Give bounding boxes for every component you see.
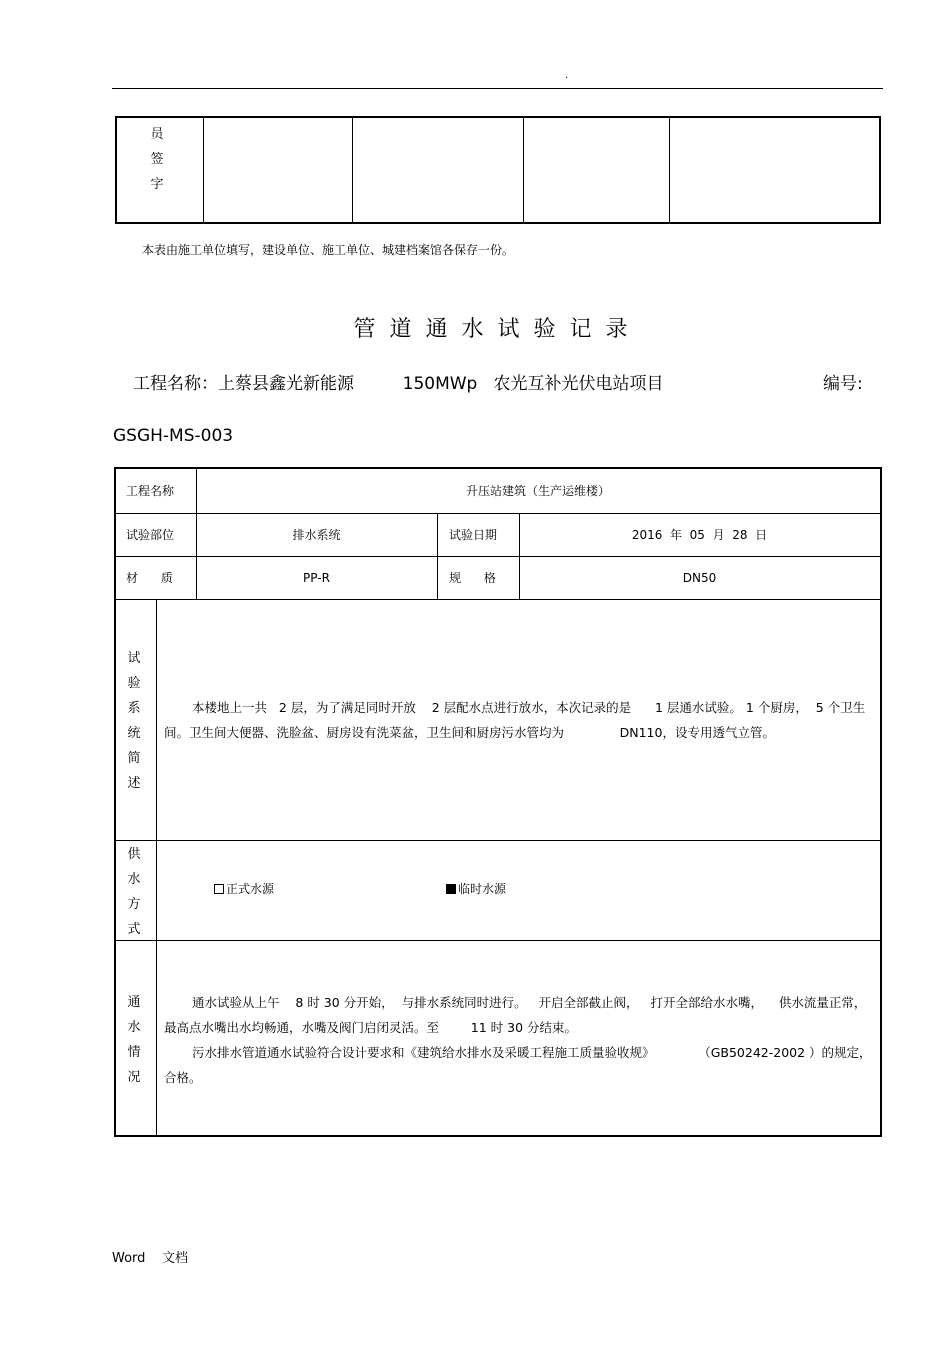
- test-date-value: 2016 年 05 月 28 日: [631, 527, 768, 542]
- sig-divider: [203, 118, 204, 222]
- project-name-label: 工程名称: [126, 484, 175, 498]
- page-title: 管道通水试验记录: [353, 317, 642, 342]
- checked-box-icon: [446, 884, 456, 894]
- supply-option-temporary-label: 临时水源: [458, 882, 507, 896]
- label-char: 统: [127, 726, 141, 741]
- test-part-label: 试验部位: [126, 527, 175, 542]
- label-char: 通: [127, 995, 141, 1010]
- project-name-value: 升压站建筑（生产运维楼）: [465, 484, 610, 498]
- sig-char: 员: [150, 127, 164, 142]
- project-name: 工程名称：上蔡县鑫光新能源 150MWp 农光互补光伏电站项目: [133, 374, 664, 394]
- label-char: 简: [127, 751, 141, 766]
- sig-char: 字: [150, 177, 164, 192]
- test-part-value: 排水系统: [292, 527, 341, 542]
- supply-mode-label: [125, 842, 143, 942]
- spec-label: 规 格: [449, 570, 496, 585]
- document-code: GSGH-MS-003: [113, 426, 234, 446]
- material-label: 材 质: [126, 570, 173, 585]
- test-record-table: [114, 467, 882, 1137]
- label-char: 述: [127, 776, 141, 791]
- test-date-label: 试验日期: [449, 527, 498, 542]
- label-char: 验: [127, 676, 141, 691]
- footer-label: Word 文档: [112, 1251, 188, 1266]
- label-char: 情: [127, 1045, 141, 1060]
- flow-para-1: 通水试验从上午 8 时 30 分开始， 与排水系统同时进行。 开启全部截止阀， 打开全部给水水嘴， 供水流量正常，最高点水嘴出水均畅通，水嘴及阀门启闭灵活。至 11 时 30 分结束。: [164, 995, 867, 1035]
- label-char: 况: [127, 1070, 141, 1085]
- label-char: 水: [127, 1020, 141, 1035]
- material-value: PP-R: [303, 570, 330, 585]
- retention-note: 本表由施工单位填写，建设单位、施工单位、城建档案馆各保存一份。: [142, 243, 515, 257]
- spec-value: DN50: [682, 570, 717, 585]
- sig-char: 签: [150, 152, 164, 167]
- supply-option-formal: [214, 879, 274, 899]
- label-char: 方: [127, 897, 141, 912]
- label-char: 水: [127, 872, 141, 887]
- sig-divider: [669, 118, 670, 222]
- sig-divider: [523, 118, 524, 222]
- supply-option-temporary: [446, 879, 506, 899]
- unchecked-box-icon: [214, 884, 224, 894]
- code-label: 编号:: [823, 374, 863, 394]
- col-divider: [156, 599, 157, 1135]
- header-rule: [112, 88, 883, 89]
- flow-para-2: 污水排水管道通水试验符合设计要求和《建筑给水排水及采暖工程施工质量验收规》 （GB50242-2002 ）的规定，合格。: [164, 1045, 872, 1085]
- label-char: 式: [127, 922, 141, 937]
- row-divider: [116, 940, 880, 941]
- sig-divider: [352, 118, 353, 222]
- label-char: 试: [127, 651, 141, 666]
- system-desc-label: [125, 646, 143, 796]
- system-desc-text: 本楼地上一共 2 层，为了满足同时开放 2 层配水点进行放水，本次记录的是 1 层通水试验。 1 个厨房， 5 个卫生间。卫生间大便器、洗脸盆、厨房设有洗菜盆，卫生间和厨房污水管均为 DN110，设专用透气立管。: [164, 700, 866, 740]
- label-char: 系: [127, 701, 141, 716]
- row-divider: [116, 840, 880, 841]
- header-dot: .: [565, 70, 569, 81]
- supply-option-formal-label: 正式水源: [226, 882, 275, 896]
- signature-label: [149, 122, 165, 197]
- flow-situation-label: [125, 990, 143, 1090]
- signature-table: [115, 116, 881, 224]
- row-divider: [116, 599, 880, 600]
- label-char: 供: [127, 847, 141, 862]
